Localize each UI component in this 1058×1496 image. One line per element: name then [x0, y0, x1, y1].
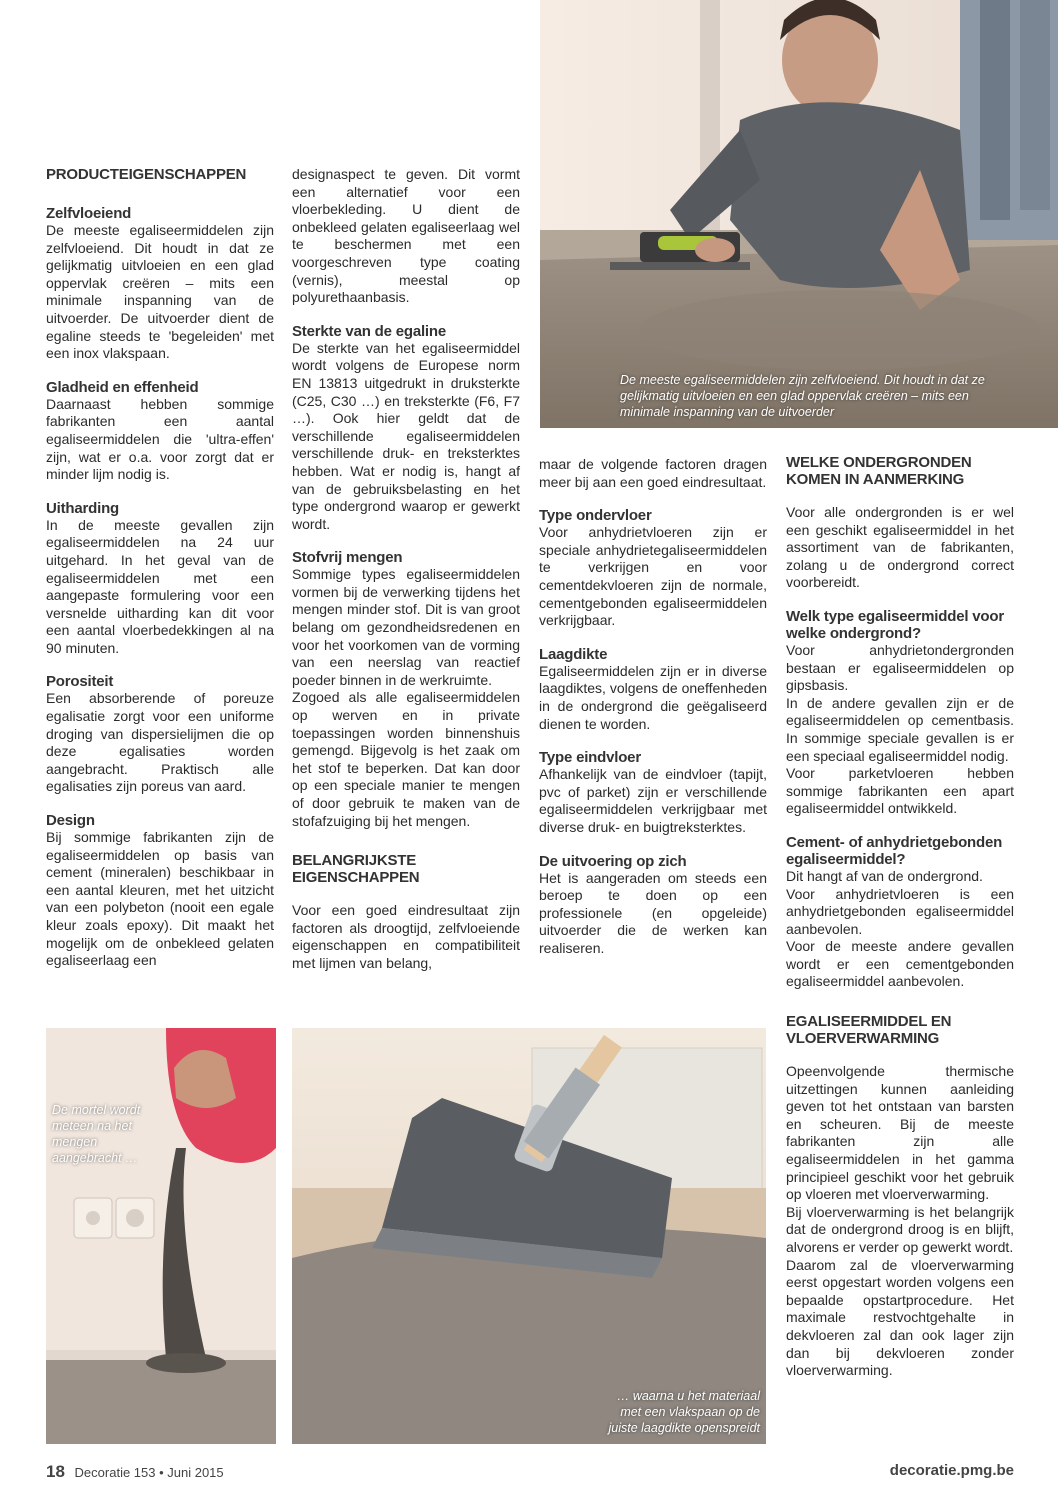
subheading-design: Design	[46, 812, 95, 830]
column-3	[539, 456, 767, 957]
paragraph-design-continued: designaspect te geven. Dit vormt een alternatief voor een vloerbekleding. U dient de onbekleed gelaten egaliseerlaag wel te beschermen met een voorgeschreven type coating (vernis), meestal op polyurethaanbasis.	[292, 166, 520, 306]
subheading-uitvoering: De uitvoering op zich	[539, 852, 687, 870]
paragraph-sterkte: De sterkte van het egaliseermiddel wordt volgens de Europese norm EN 13813 uitgedrukt in druksterkte (C25, C30 …) en treksterkte (F6, F7 …). Ook hier geldt dat de verschillende egaliseermiddelen verschillende druk- en treksterktes hebben. Wat er nodig is, hangt af van de gebruiksbelasting en het type ondergrond waarop er gewerkt wordt.	[292, 339, 520, 532]
paragraph-vloerverwarming-3: Daarom zal de vloerverwarming eerst opgestart worden volgens een bepaalde opstartprocedure. Het maximale restvochtgehalte in dekvloeren zal dan ook lager zijn dan bij dekvloeren zonder vloerverwarming.	[786, 1256, 1014, 1379]
paragraph-cement-anhydriet-3: Voor de meeste andere gevallen wordt er een cementgebonden egaliseermiddel aanbevolen.	[786, 938, 1014, 990]
photo-spreading-trowel-image	[292, 1028, 766, 1444]
caption-spreading-trowel: … waarna u het materiaal met een vlakspaan op de juiste laagdikte openspreidt	[608, 1389, 760, 1435]
subheading-type-ondervloer: Type ondervloer	[539, 507, 652, 525]
paragraph-type-ondervloer: Voor anhydrietvloeren zijn er speciale anhydrietegaliseermiddelen te verkrijgen en voor cementdekvloeren zijn de normale, cementgebonden egaliseermiddelen verkrijgbaar.	[539, 524, 767, 629]
subheading-gladheid: Gladheid en effenheid	[46, 378, 199, 396]
subheading-laagdikte: Laagdikte	[539, 645, 608, 663]
subheading-cement-anhydriet: Cement- of anhydrietgebonden egaliseermiddel?	[786, 833, 1003, 868]
paragraph-belangrijkste: Voor een goed eindresultaat zijn factoren als droogtijd, zelfvloeiende eigenschappen en compatibiliteit met lijmen van belang,	[292, 902, 520, 971]
subheading-type-eindvloer: Type eindvloer	[539, 749, 641, 767]
column-4	[786, 454, 1014, 1380]
subheading-zelfvloeiend: Zelfvloeiend	[46, 205, 132, 222]
paragraph-porositeit: Een absorberende of poreuze egalisatie zorgt voor een uniforme droging van dispersielijmen die op deze egalisaties worden aangebracht. Praktisch alle egalisaties zijn poreus van aard.	[46, 690, 274, 795]
heading-vloerverwarming: EGALISEERMIDDEL EN VLOERVERWARMING	[786, 1013, 952, 1048]
caption-top-photo: De meeste egaliseermiddelen zijn zelfvloeiend. Dit houdt in dat ze gelijkmatig uitvloeien en een glad oppervlak creëren – mits een minimale inspanning van de uitvoerder	[620, 373, 985, 419]
heading-ondergronden: WELKE ONDERGRONDEN KOMEN IN AANMERKING	[786, 454, 972, 488]
subheading-uitharding: Uitharding	[46, 499, 119, 517]
paragraph-uitvoering: Het is aangeraden om steeds een beroep te doen op een professionele (en opgeleide) uitvoerder die de werken kan realiseren.	[539, 869, 767, 956]
footer-website-link[interactable]: decoratie.pmg.be	[889, 1462, 1014, 1479]
column-2	[292, 166, 520, 973]
subheading-welk-type: Welk type egaliseermiddel voor welke ondergrond?	[786, 607, 1004, 642]
photo-spreading-trowel	[292, 1028, 766, 1444]
paragraph-uitharding: In de meeste gevallen zijn egaliseermiddelen na 24 uur uitgehard. In het geval van de egaliseermiddelen met een aangepaste formulering voor een versnelde uitharding kan dit voor een aantal vloerbedekkingen al na 90 minuten.	[46, 516, 274, 656]
heading-belangrijkste: BELANGRIJKSTE EIGENSCHAPPEN	[292, 852, 420, 887]
paragraph-cement-anhydriet-2: Voor anhydrietvloeren is een anhydrietgebonden egaliseermiddel aanbevolen.	[786, 885, 1014, 937]
photo-worker-leveling	[540, 0, 1058, 428]
caption-pouring-mortar: De mortel wordt meteen na het mengen aangebracht …	[52, 1103, 141, 1165]
paragraph-vloerverwarming: Opeenvolgende thermische uitzettingen kunnen aanleiding geven tot het ontstaan van barsten en scheuren. Bij de meeste fabrikanten zijn alle egaliseermiddelen in het gamma principieel geschikt voor het gebruik op vloeren met vloerverwarming.	[786, 1063, 1014, 1203]
paragraph-welk-type-3: Voor parketvloeren hebben sommige fabrikanten een apart egaliseermiddel ontwikkeld.	[786, 765, 1014, 817]
subheading-stofvrij: Stofvrij mengen	[292, 549, 403, 567]
column-1	[46, 166, 274, 970]
paragraph-cement-anhydriet: Dit hangt af van de ondergrond.	[786, 867, 983, 884]
paragraph-factoren-continued: maar de volgende factoren dragen meer bij aan een goed eindresultaat.	[539, 456, 767, 490]
photo-worker-leveling-image	[540, 0, 1058, 428]
footer-left	[46, 1462, 224, 1482]
heading-producteigenschappen: PRODUCTEIGENSCHAPPEN	[46, 166, 247, 183]
photo-pouring-mortar-image	[46, 1028, 276, 1444]
paragraph-design: Bij sommige fabrikanten zijn de egaliseermiddelen op basis van cement (mineralen) beschikbaar in een aantal kleuren, met het uitzicht van een polybeton (nooit een egale kleur zoals epoxy). Dit maakt het mogelijk om de onbekleed gelaten egaliseerlaag een	[46, 829, 274, 969]
paragraph-laagdikte: Egaliseermiddelen zijn er in diverse laagdiktes, volgens de oneffenheden in de ondergrond die geëgaliseerd dienen te worden.	[539, 662, 767, 732]
subheading-sterkte: Sterkte van de egaline	[292, 322, 447, 340]
page-number: 18	[46, 1462, 65, 1481]
paragraph-type-eindvloer: Afhankelijk van de eindvloer (tapijt, pvc of parket) zijn er verschillende egaliseermiddelen verkrijgbaar met diverse druk- en buigtreksterktes.	[539, 766, 767, 835]
paragraph-vloerverwarming-2: Bij vloerverwarming is het belangrijk dat de ondergrond droog is en blijft, alvorens er verder op gewerkt wordt.	[786, 1203, 1014, 1255]
subheading-porositeit: Porositeit	[46, 673, 114, 691]
paragraph-ondergronden: Voor alle ondergronden is er wel een geschikt egaliseermiddel in het assortiment van de fabrikanten, zolang u de ondergrond correct voorbereidt.	[786, 504, 1014, 591]
paragraph-zelfvloeiend: De meeste egaliseermiddelen zijn zelfvloeiend. Dit houdt in dat ze gelijkmatig uitvloeien en een glad oppervlak creëren – mits een minimale inspanning van de uitvoerder. De uitvoerder dient de egaline steeds te 'begeleiden' met een inox vlakspaan.	[46, 222, 274, 362]
paragraph-welk-type: Voor anhydrietondergronden bestaan er egaliseermiddelen op gipsbasis.	[786, 641, 1014, 694]
photo-pouring-mortar	[46, 1028, 276, 1444]
paragraph-gladheid: Daarnaast hebben sommige fabrikanten een aantal egaliseermiddelen die 'ultra-effen' zijn, wat er o.a. voor zorgt dat er minder lijm nodig is.	[46, 395, 274, 483]
paragraph-stofvrij: Sommige types egaliseermiddelen vormen bij de verwerking tijdens het mengen minder stof. Dit is van groot belang om gezondheidsredenen en voor het voorkomen van de vorming van een neerslag van reactief poeder binnen in de werkruimte.	[292, 566, 520, 688]
paragraph-welk-type-2: In de andere gevallen zijn er de egaliseermiddelen op cementbasis. In sommige speciale gevallen is er een speciaal egaliseermiddel nodig.	[786, 694, 1014, 764]
issue-info: Decoratie 153 • Juni 2015	[74, 1465, 224, 1480]
paragraph-stofvrij-2: Zogoed als alle egaliseermiddelen op werven en in private toepassingen worden binnenshuis gemengd. Bijgevolg is het zaak om het stof te beperken. Dat kan door op een speciale manier te mengen of door gebruik te maken van de stofafzuiging bij het mengen.	[292, 689, 520, 829]
